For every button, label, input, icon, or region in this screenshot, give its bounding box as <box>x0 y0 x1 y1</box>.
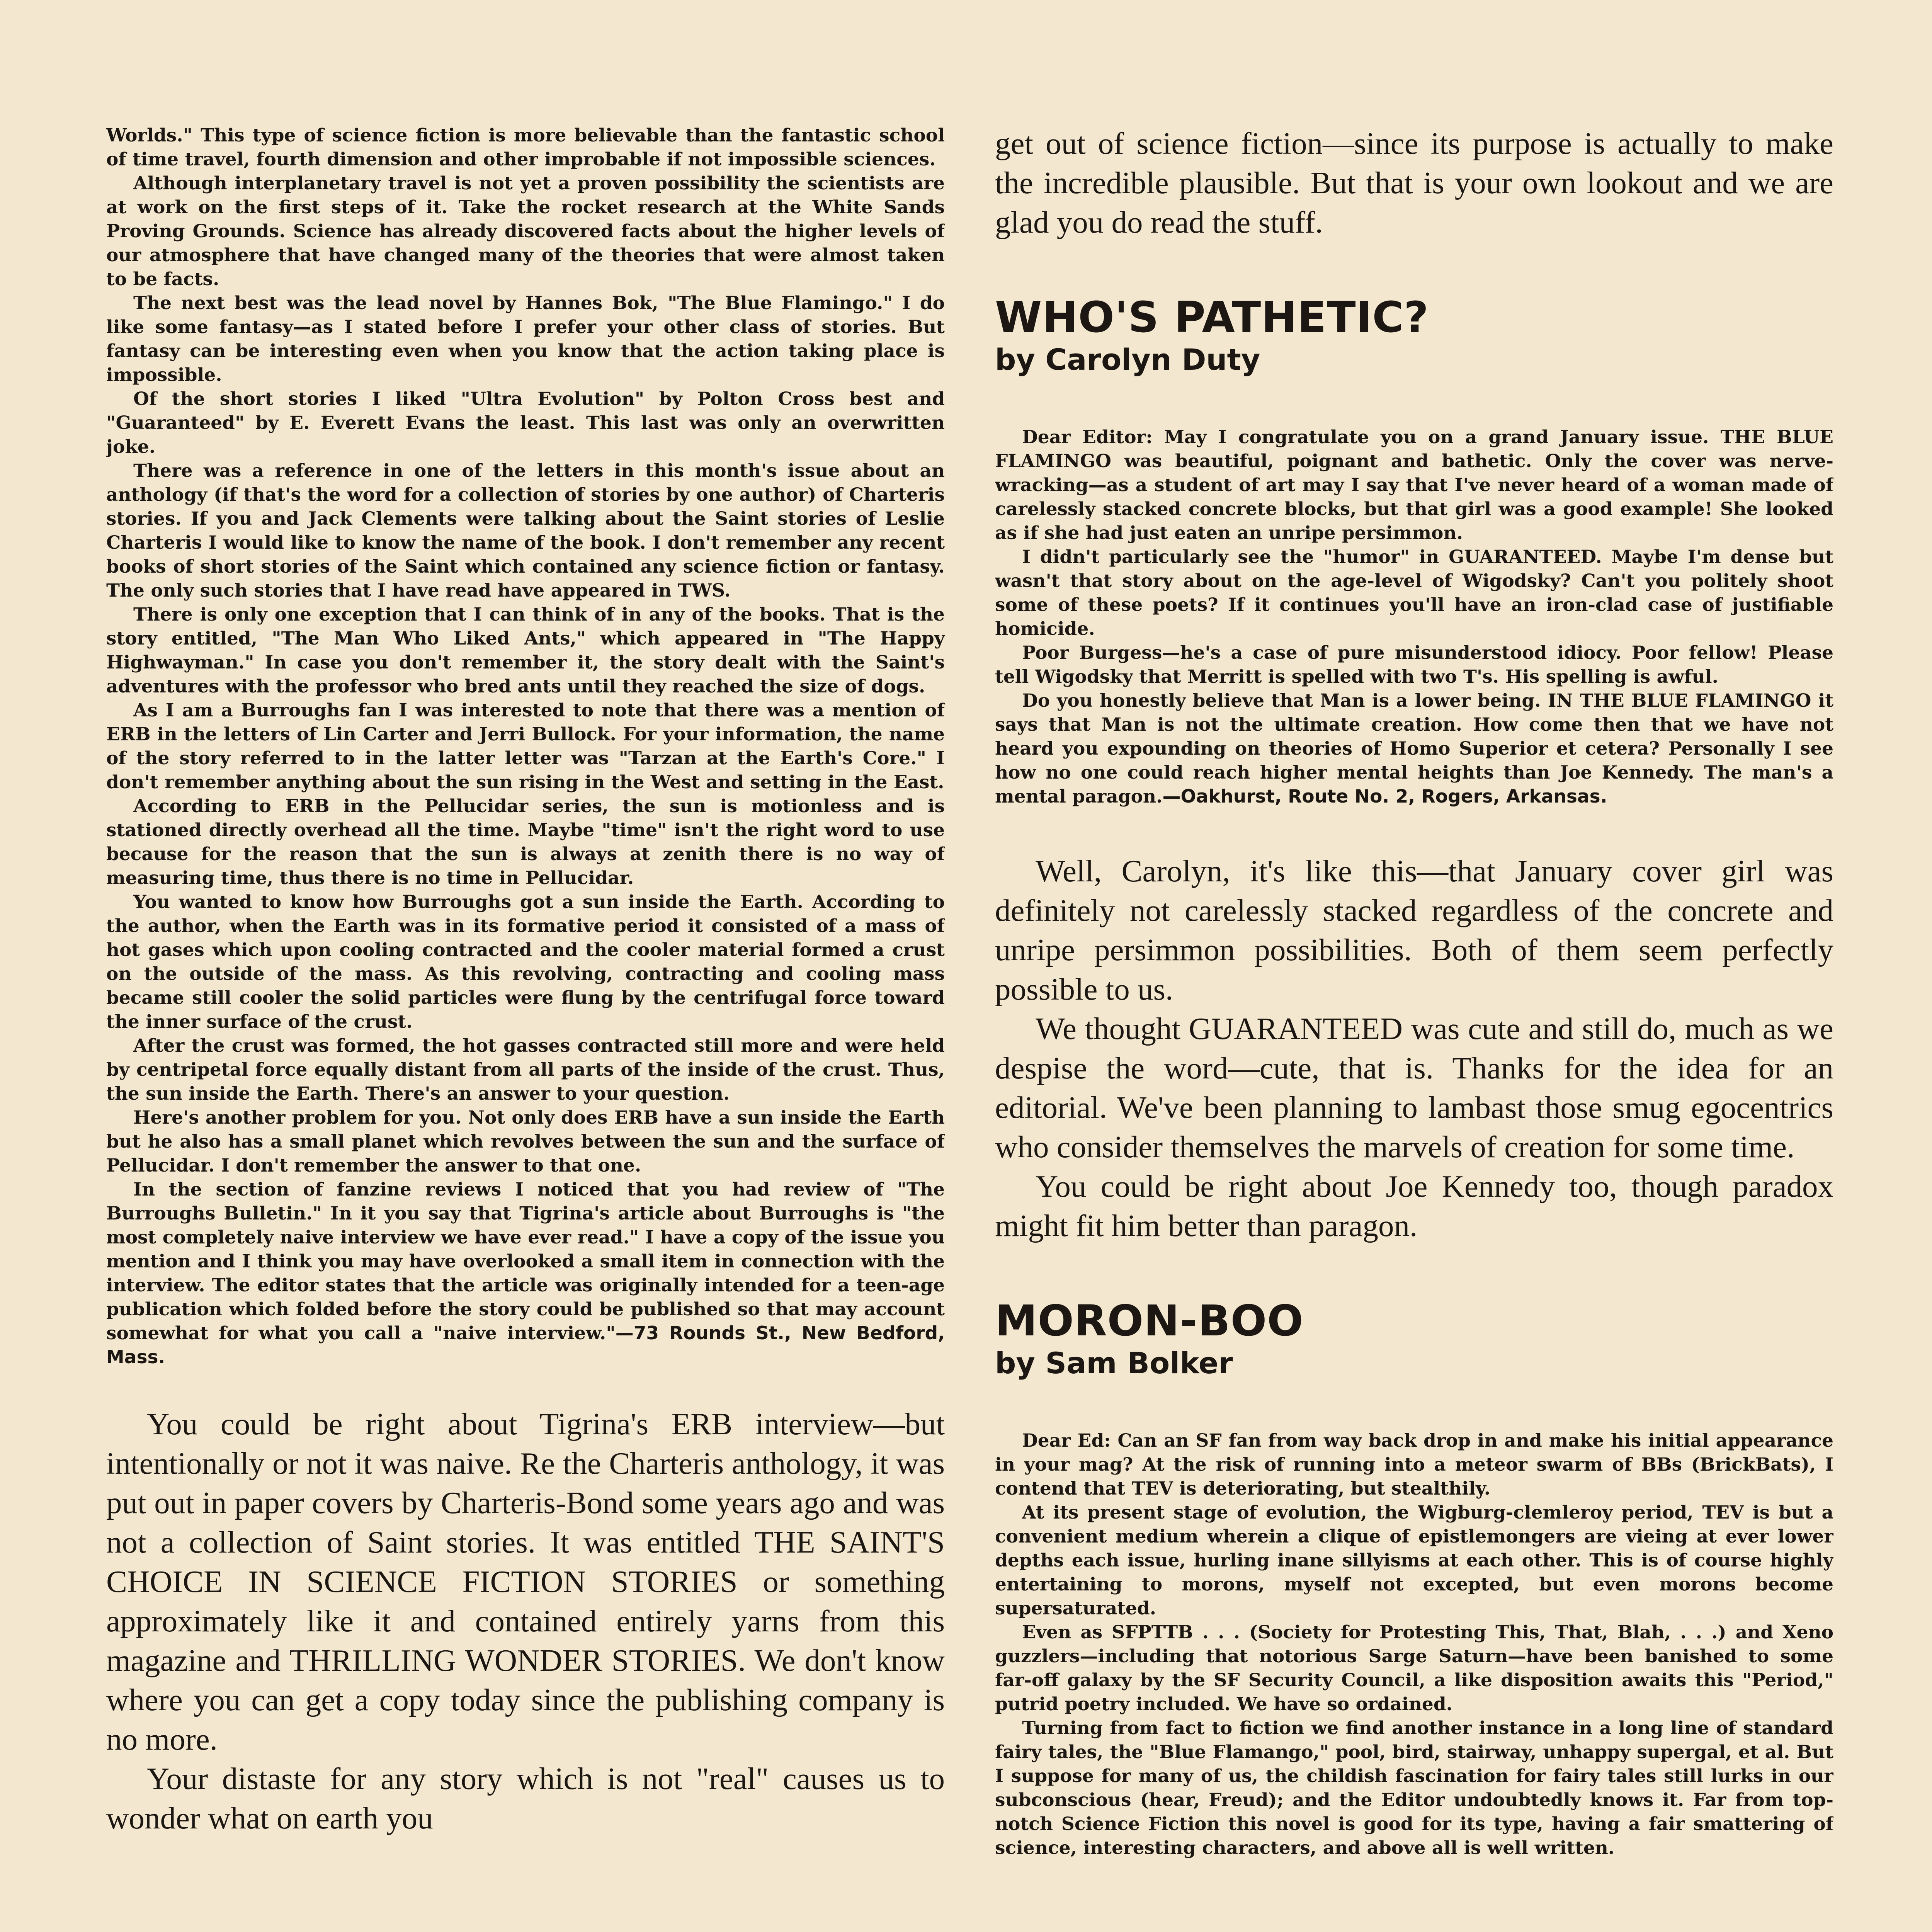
letter-paragraph: Although interplanetary travel is not yet a proven possibility the scientists are at work on the first steps of it. Take the rocket research at the White Sands Proving Grounds. Science has already discovered facts about the higher levels of our atmosphere that have changed many of the theories that were almost taken to be facts. <box>106 173 945 290</box>
letter-signature: —Oakhurst, Route No. 2, Rogers, Arkansas. <box>1162 786 1607 807</box>
section-title: MORON-BOO <box>995 1296 1304 1345</box>
editor-reply <box>995 851 1833 1245</box>
reply-paragraph: We thought GUARANTEED was cute and still do, much as we despise the word—cute, that is. Thanks for the idea for an editorial. We've been planning to lambast those smug egocentrics who consider themselves the marvels of creation for some time. <box>995 1011 1833 1164</box>
reply-paragraph: get out of science fiction—since its purpose is actually to make the incredible plausible. But that is your own lookout and we are glad you do read the stuff. <box>995 126 1833 240</box>
reply-paragraph: You could be right about Joe Kennedy too, though paradox might fit him better than paragon. <box>995 1169 1833 1243</box>
letter-paragraph: Poor Burgess—he's a case of pure misunderstood idiocy. Poor fellow! Please tell Wigodsky that Merritt is spelled with two T's. His spelling is awful. <box>995 642 1833 687</box>
letter-paragraph: At its present stage of evolution, the Wigburg-clemleroy period, TEV is but a convenient medium wherein a clique of epistlemongers are vieing at ever lower depths each issue, hurling inane sillyisms at each other. This is of course highly entertaining to morons, myself not excepted, but even morons become supersaturated. <box>995 1502 1833 1619</box>
editor-reply-continued <box>995 124 1833 242</box>
section-title: WHO'S PATHETIC? <box>995 293 1429 342</box>
letter-body <box>995 425 1833 809</box>
letter-paragraph: There was a reference in one of the letters in this month's issue about an anthology (if that's the word for a collection of stories by one author) of Charteris stories. If you and Jack Clements were talking about the Saint stories of Leslie Charteris I would like to know the name of the book. I don't remember any recent books of short stories of the Saint which contained any science fiction or fantasy. The only such stories that I have read have appeared in TWS. <box>106 460 945 601</box>
reply-paragraph: Well, Carolyn, it's like this—that January cover girl was definitely not carelessly stacked regardless of the concrete and unripe persimmon possibilities. Both of them seem perfectly possible to us. <box>995 854 1833 1007</box>
left-column <box>106 124 945 1932</box>
reply-paragraph: You could be right about Tigrina's ERB interview—but intentionally or not it was naive. Re the Charteris anthology, it was put out in paper covers by Charteris-Bond some years ago and was not a collection of Saint stories. It was entitled THE SAINT'S CHOICE IN SCIENCE FICTION STORIES or something approximately like it and contained entirely yarns from this magazine and THRILLING WONDER STORIES. We don't know where you can get a copy today since the publishing company is no more. <box>106 1406 945 1757</box>
letter-paragraph: I didn't particularly see the "humor" in GUARANTEED. Maybe I'm dense but wasn't that story about on the age-level of Wigodsky? Can't you politely shoot some of these poets? If it continues you'll have an iron-clad case of justifiable homicide. <box>995 546 1833 639</box>
letter-paragraph: The next best was the lead novel by Hannes Bok, "The Blue Flamingo." I do like some fantasy—as I stated before I prefer your other class of stories. But fantasy can be interesting even when you know that the action taking place is impossible. <box>106 293 945 386</box>
letter-paragraph-text: Do you honestly believe that Man is a lower being. IN THE BLUE FLAMINGO it says that Man is not the ultimate creation. How come then that we have not heard you expounding on theories of Homo Superior et cetera? Personally I see how no one could reach higher mental heights than Joe Kennedy. The man's a mental paragon. <box>995 690 1833 807</box>
letter-paragraph: Even as SFPTTB . . . (Society for Protesting This, That, Blah, . . .) and Xeno guzzlers—including that notorious Sarge Saturn—have been banished to some far-off galaxy by the SF Security Council, a like disposition awaits this "Period," putrid poetry included. We have so ordained. <box>995 1622 1833 1715</box>
letter-paragraph: After the crust was formed, the hot gasses contracted still more and were held by centripetal force equally distant from all parts of the inside of the crust. Thus, the sun inside the Earth. There's an answer to your question. <box>106 1035 945 1104</box>
letter-paragraph <box>995 689 1833 809</box>
letter-paragraph: Of the short stories I liked "Ultra Evolution" by Polton Cross best and "Guaranteed" by E. Everett Evans the least. This last was only an overwritten joke. <box>106 388 945 457</box>
letter-paragraph: Worlds." This type of science fiction is more believable than the fantastic school of time travel, fourth dimension and other improbable if not impossible sciences. <box>106 125 945 170</box>
letter-body <box>106 124 945 1369</box>
letter-paragraph: Dear Editor: May I congratulate you on a grand January issue. THE BLUE FLAMINGO was beautiful, poignant and bathetic. Only the cover was nerve-wracking—as a student of art may I say that I've never heard of a woman made of carelessly stacked concrete blocks, but that girl was a good example! She looked as if she had just eaten an unripe persimmon. <box>995 427 1833 544</box>
right-column <box>995 124 1833 1932</box>
letter-paragraph: As I am a Burroughs fan I was interested to note that there was a mention of ERB in the letters of Lin Carter and Jerri Bullock. For your information, the name of the story referred to in the latter letter was "Tarzan at the Earth's Core." I don't remember anything about the sun rising in the West and setting in the East. <box>106 700 945 793</box>
letter-signature: —73 Rounds St., New Bedford, Mass. <box>106 1323 945 1368</box>
letter-paragraph: You wanted to know how Burroughs got a sun inside the Earth. According to the author, when the Earth was in its formative period it consisted of a mass of hot gases which upon cooling contracted and the cooler material formed a crust on the outside of the mass. As this revolving, contracting and cooling mass became still cooler the solid particles were flung by the centrifugal force toward the inner surface of the crust. <box>106 891 945 1032</box>
section-byline: by Sam Bolker <box>995 1346 1233 1380</box>
letter-paragraph: There is only one exception that I can think of in any of the books. That is the story entitled, "The Man Who Liked Ants," which appeared in "The Happy Highwayman." In case you don't remember it, the story dealt with the Saint's adventures with the professor who bred ants until they reached the size of dogs. <box>106 604 945 697</box>
reply-paragraph: Your distaste for any story which is not "real" causes us to wonder what on earth you <box>106 1761 945 1835</box>
editor-reply <box>106 1404 945 1838</box>
letter-paragraph: Turning from fact to fiction we find another instance in a long line of standard fairy tales, the "Blue Flamango," pool, bird, stairway, unhappy supergal, et al. But I suppose for many of us, the childish fascination for fairy tales still lurks in our subconscious (hear, Freud); and the Editor undoubtedly knows it. Far from top-notch Science Fiction this novel is good for its type, having a fair smattering of science, interesting characters, and above all is well written. <box>995 1718 1833 1859</box>
section-byline: by Carolyn Duty <box>995 342 1260 377</box>
letter-paragraph: Dear Ed: Can an SF fan from way back drop in and make his initial appearance in your mag? At the risk of running into a meteor swarm of BBs (BrickBats), I contend that TEV is deteriorating, but stealthily. <box>995 1430 1833 1499</box>
letter-paragraph: Here's another problem for you. Not only does ERB have a sun inside the Earth but he also has a small planet which revolves between the sun and the surface of Pellucidar. I don't remember the answer to that one. <box>106 1107 945 1176</box>
letter-paragraph-text: In the section of fanzine reviews I noticed that you had review of "The Burroughs Bulletin." In it you say that Tigrina's article about Burroughs is "the most completely naive interview we have ever read." I have a copy of the issue you mention and I think you may have overlooked a small item in connection with the interview. The editor states that the article was originally intended for a teen-age publication which folded before the story could be published so that may account somewhat for what you call a "naive interview." <box>106 1179 945 1344</box>
letter-body <box>995 1429 1833 1860</box>
letter-paragraph: According to ERB in the Pellucidar series, the sun is motionless and is stationed directly overhead all the time. Maybe "time" isn't the right word to use because for the reason that the sun is always at zenith there is no way of measuring time, thus there is no time in Pellucidar. <box>106 796 945 889</box>
letter-paragraph <box>106 1178 945 1369</box>
